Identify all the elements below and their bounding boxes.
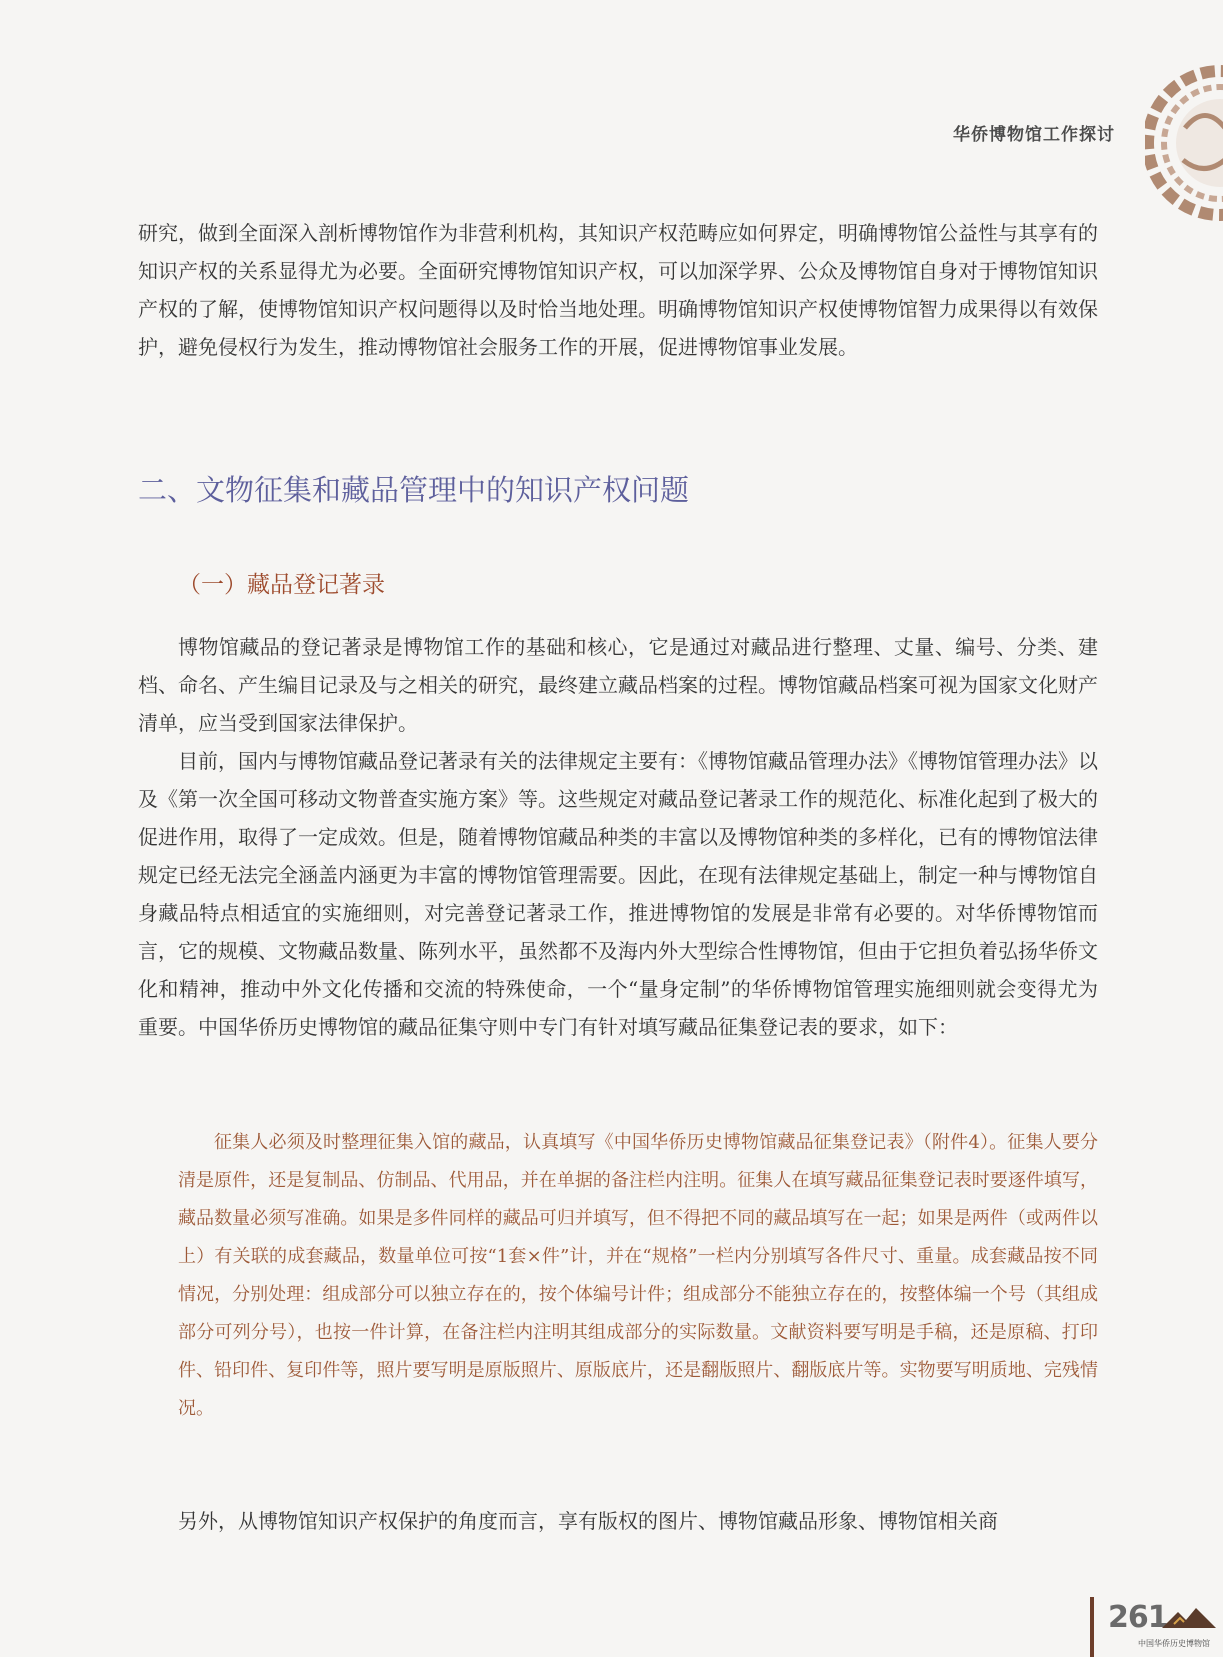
quote-block (178, 1124, 1098, 1428)
intro-paragraph-block (138, 214, 1098, 366)
section-body (138, 628, 1098, 1046)
closing-paragraph-block (138, 1502, 1098, 1540)
quote-text: 征集人必须及时整理征集入馆的藏品，认真填写《中国华侨历史博物馆藏品征集登记表》（附件4）。征集人要分清是原件，还是复制品、仿制品、代用品，并在单据的备注栏内注明。征集人在填写藏品征集登记表时要逐件填写，藏品数量必须写准确。如果是多件同样的藏品可归并填写，但不得把不同的藏品填写在一起；如果是两件（或两件以上）有关联的成套藏品，数量单位可按“1套×件”计，并在“规格”一栏内分别填写各件尺寸、重量。成套藏品按不同情况，分别处理：组成部分可以独立存在的，按个体编号计件；组成部分不能独立存在的，按整体编一个号（其组成部分可列分号），也按一件计算，在备注栏内注明其组成部分的实际数量。文献资料要写明是手稿，还是原稿、打印件、铅印件、复印件等，照片要写明是原版照片、原版底片，还是翻版照片、翻版底片等。实物要写明质地、完残情况。 (178, 1132, 1098, 1419)
footer-rule (1090, 1597, 1094, 1657)
section-heading: 二、文物征集和藏品管理中的知识产权问题 (138, 473, 690, 507)
paragraph-1: 博物馆藏品的登记著录是博物馆工作的基础和核心，它是通过对藏品进行整理、丈量、编号、分类、建档、命名、产生编目记录及与之相关的研究，最终建立藏品档案的过程。博物馆藏品档案可视为国家文化财产清单，应当受到国家法律保护。 (138, 635, 1098, 735)
running-header: 华侨博物馆工作探讨 (953, 125, 1115, 145)
paragraph-2: 目前，国内与博物馆藏品登记著录有关的法律规定主要有：《博物馆藏品管理办法》《博物馆管理办法》以及《第一次全国可移动文物普查实施方案》等。这些规定对藏品登记著录工作的规范化、标准化起到了极大的促进作用，取得了一定成效。但是，随着博物馆藏品种类的丰富以及博物馆种类的多样化，已有的博物馆法律规定已经无法完全涵盖内涵更为丰富的博物馆管理需要。因此，在现有法律规定基础上，制定一种与博物馆自身藏品特点相适宜的实施细则，对完善登记著录工作，推进博物馆的发展是非常有必要的。对华侨博物馆而言，它的规模、文物藏品数量、陈列水平，虽然都不及海内外大型综合性博物馆，但由于它担负着弘扬华侨文化和精神，推动中外文化传播和交流的特殊使命，一个“量身定制”的华侨博物馆管理实施细则就会变得尤为重要。中国华侨历史博物馆的藏品征集守则中专门有针对填写藏品征集登记表的要求，如下： (138, 749, 1098, 1039)
paragraph-3: 另外，从博物馆知识产权保护的角度而言，享有版权的图片、博物馆藏品形象、博物馆相关商 (178, 1509, 998, 1533)
page-number: 261 (1108, 1600, 1168, 1635)
museum-logo-text: 中国华侨历史博物馆 (1138, 1639, 1210, 1648)
intro-paragraph: 研究，做到全面深入剖析博物馆作为非营利机构，其知识产权范畴应如何界定，明确博物馆公益性与其享有的知识产权的关系显得尤为必要。全面研究博物馆知识产权，可以加深学界、公众及博物馆自身对于博物馆知识产权的了解，使博物馆知识产权问题得以及时恰当地处理。明确博物馆知识产权使博物馆智力成果得以有效保护，避免侵权行为发生，推动博物馆社会服务工作的开展，促进博物馆事业发展。 (138, 221, 1098, 359)
mountain-logo-icon (1160, 1604, 1218, 1630)
sub-heading: （一）藏品登记著录 (178, 572, 385, 598)
decorative-seal-icon (1145, 48, 1223, 238)
